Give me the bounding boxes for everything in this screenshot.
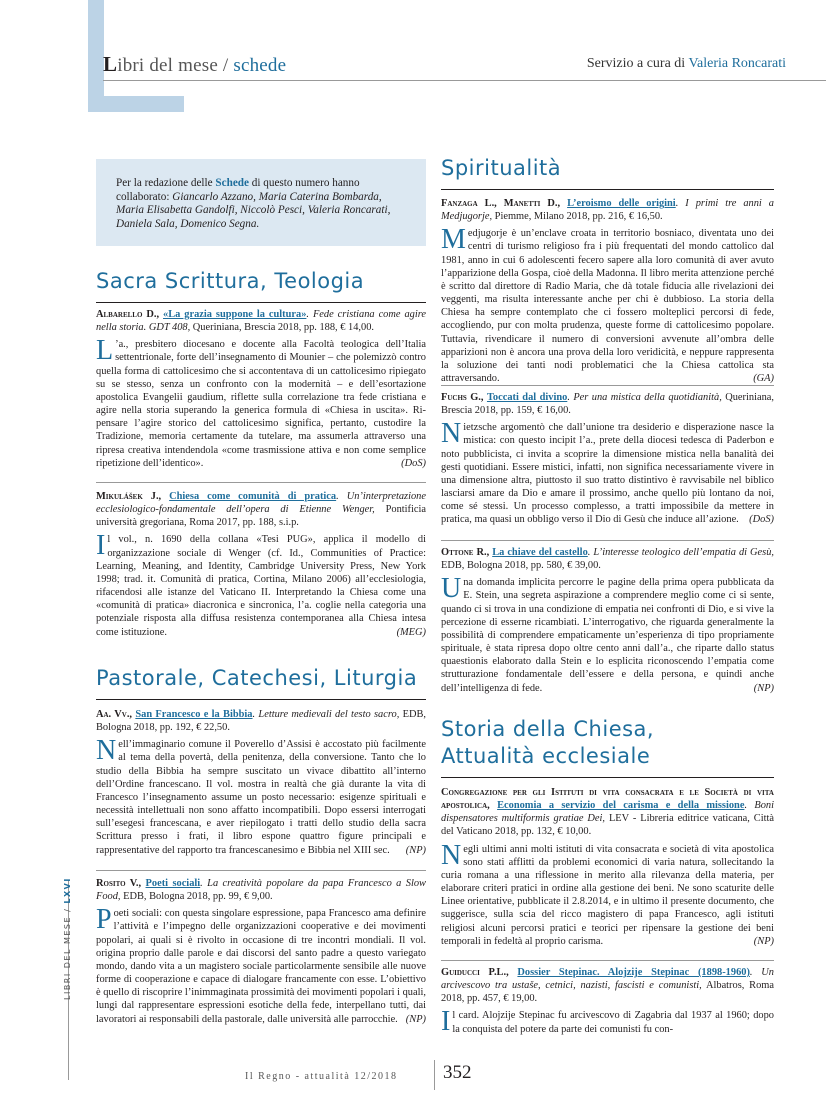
review-body: oeti sociali: con questa singolare espressione, papa Francesco ama definire l’attività e l’impegno delle organizzazioni cooperative e dei movimenti popolari, ai quali si è rivolto in occasione di tre incontri mondiali. Il vol. origina proprio dalle parole e dai discorsi del santo padre a questo variegato mondo, dando vita a un magistero sociale particolarmente sensibile alle nuove forme di cooperazione e capace di dialogare francamente con esse. L’obiettivo è quello di riscoprire l’inimmaginata prossimità dei movimenti popolari i quali, lungi dal rappresentare espressioni esotiche della fede, interpellano tutti, dai lavoratori ai responsabili della pastorale, dalle università alle parrocchie.: [96, 908, 426, 1025]
drop-cap: N: [441, 418, 462, 450]
drop-cap: N: [96, 735, 117, 767]
review-body: na domanda implicita percorre le pagine della prima opera pubblicata da E. Stein, una segreta aspirazione a comprendere meglio come ci si sente, quando ci si trova in una condizione di empatia nei confronti di Dio, e si vive la percezione di esserne ricambiati. L’interrogativo, che riguarda generalmente la possibilità di comprendere empaticamente un’esperienza di tipo propriamente spirituale, è stata ripresa dopo oltre cento anni dall’a., che riparte dallo status quaestionis elaborato dalla Stein e lo esplicita riconoscendo l’empatia come strutturazione fondamentale dell’essere e della persona, e quindi anche dell’intelligenza di fede.: [441, 577, 774, 694]
review-body: ell’immaginario comune il Poverello d’Assisi è accostato più facilmente al tema della povertà, della penitenza, della conversione. Tanto che lo studio della Bibbia ha sempre suscitato un vivace dibattito all’interno dell’Ordine francescano. Il vol. mostra in realtà che già durante la vita di Francesco l’insegnamento assume un posto necessario: esigenze spirituali e necessità intellettuali non sono affatto incompatibili. Dopo essersi interrogati sull’esegesi francescana, e aver riepilogato i tratti dello studio della sacra Scrittura presso i frati, il libro espone quattro figure principali e rappresentative del rapporto tra francescanesimo e Bibbia nel XIII sec.: [96, 739, 426, 856]
review-subtitle: . L’interesse teologico dell’empatia di Gesù,: [587, 547, 774, 558]
section-title-separator: /: [217, 55, 234, 76]
review-body: l card. Alojzije Stepinac fu arcivescovo di Zagabria dal 1937 al 1960; dopo la conquista del potere da parte dei comunisti fu con-: [452, 1010, 774, 1035]
drop-cap: I: [96, 530, 106, 562]
review-initials: (GA): [753, 373, 774, 385]
review-initials: (DoS): [749, 514, 774, 526]
heading-rule: [96, 699, 426, 700]
section-subtitle: schede: [233, 55, 287, 76]
section-title-initial: L: [103, 52, 118, 76]
review-congregazione: [441, 786, 774, 948]
heading-rule: [96, 302, 426, 303]
curator-name: Valeria Roncarati: [688, 56, 786, 71]
heading-storia-line2: Attualità ecclesiale: [441, 744, 651, 768]
infobox-schede: Schede: [215, 177, 249, 189]
review-author: Congregazione per gli Istituti di vita consacrata e le Società di vita apostolica,: [441, 787, 774, 812]
review-fanzaga: [441, 197, 774, 385]
review-author: Guiducci P.L.,: [441, 967, 509, 978]
review-albarello: [96, 308, 426, 470]
page-number: 352: [443, 1062, 472, 1083]
heading-spiritualita: Spiritualità: [441, 156, 562, 180]
review-publication: EDB, Bologna 2018, pp. 580, € 39,00.: [441, 560, 601, 572]
review-initials: (NP): [753, 935, 774, 947]
review-publication: Queriniana, Brescia 2018, pp. 159, € 16,00.: [441, 392, 774, 417]
review-initials: (DoS): [401, 457, 426, 469]
review-author: Aa. Vv.,: [96, 709, 133, 720]
review-subtitle: . Fede cristiana come agire nella storia. GDT 408,: [96, 309, 426, 334]
review-title[interactable]: Economia a servizio del carisma e della missione: [497, 800, 745, 812]
footer-divider: [434, 1060, 435, 1090]
review-subtitle: . Un’interpretazione ecclesiologico-fondamentale dell’opera di Etienne Wenger,: [96, 491, 426, 516]
review-title[interactable]: L’eroismo delle origini: [567, 198, 676, 209]
review-body: ietzsche argomentò che dall’unione tra desiderio e disperazione nasce la mistica: con questo incipit l’a., prete della diocesi tedesca di Paderbon e noto pubblicista, ci invita a scoprire la dimensione mistica nella banalità dei gesti quotidiani. Essere mistici, infatti, non significa necessariamente vivere in una dimensione altra, piuttosto il suo tratto distintivo è ravvisabile nel biblico lasciarsi amare da Dio e amare il prossimo, anche quello più lontano da noi, come sé stessi. Un processo complesso, a tratti impossibile da mettere in pratica, ma quasi un obbligo verso il Dio di Gesù che induce all’azione.: [441, 422, 774, 526]
review-mikulasek: [96, 490, 426, 639]
review-subtitle: . Per una mistica della quotidianità,: [567, 392, 722, 403]
review-subtitle: . La creatività popolare da papa Francesco a Slow Food,: [96, 878, 426, 903]
review-divider: [441, 540, 774, 541]
drop-cap: L: [96, 335, 114, 367]
review-initials: (NP): [405, 1013, 426, 1025]
review-divider: [96, 482, 426, 483]
review-aavv: [96, 708, 426, 857]
side-volume: LXVI: [63, 877, 72, 904]
review-subtitle: . Letture medievali del testo sacro,: [252, 709, 400, 720]
review-title[interactable]: «La grazia suppone la cultura»: [163, 309, 307, 320]
review-title[interactable]: Dossier Stepinac. Alojzije Stepinac (1898-1960): [517, 967, 750, 978]
infobox-names: Giancarlo Azzano, Maria Caterina Bombarda, Maria Elisabetta Gandolfi, Niccolò Pesci, Valeria Roncarati, Daniela Sala, Domenico Segna.: [116, 190, 391, 230]
header-divider: [103, 80, 826, 81]
review-body: l vol., n. 1690 della collana «Tesi PUG», applica il modello di organizzazione sociale di Wenger (cf. Id., Communities of Practice: Learning, Meaning, and Identity, Cambridge University Press, New York 1998; trad. it. Comunità di pratica, Cortina, Milano 2006) all’ecclesiologia, rifacendosi alle istanze del Vaticano II. Interpretando la Chiesa come una «comunità di pratica» diacronica e sincronica, l’a. coglie nella categoria una potenziale risposta alla diffusa resistenza contemporanea alla Chiesa intesa come istituzione.: [96, 534, 426, 638]
infobox-text-pre: Per la redazione delle: [116, 177, 216, 189]
review-author: Fanzaga L., Manetti D.,: [441, 198, 561, 209]
review-body: ’a., presbitero diocesano e docente alla Facoltà teologica dell’Italia settentrionale, forte dell’insegnamento di Mounier – che polemizzò contro quella forma di cattolicesimo che si accontentava di un cattolicesimo ripiegato su se stesso, senza un confronto con la modernità – e dell’esortazione apostolica Evangelii gaudium, riflette sulla correlazione tra fede cristiana e agire nella storia superando la generica formula di «Chiesa in uscita». Ri-pensare l’agire storico del cattolicesimo significa, pertanto, custodire la Tradizione, memoria certamente da tutelare, ma assumerla attraverso una ripresa creativa intendendola «come trasmissione attiva e non come semplice ripetizione dell’identico».: [96, 339, 426, 469]
review-title[interactable]: Poeti sociali: [145, 878, 201, 889]
review-subtitle: . I primi tre anni a Medjugorje,: [441, 198, 774, 223]
review-title[interactable]: Chiesa come comunità di pratica: [169, 491, 337, 502]
side-label-text: LIBRI DEL MESE /: [63, 903, 72, 1000]
review-ottone: [441, 546, 774, 695]
review-title[interactable]: La chiave del castello: [492, 547, 588, 558]
review-title[interactable]: San Francesco e la Bibbia: [135, 709, 253, 720]
review-initials: (NP): [753, 682, 774, 694]
drop-cap: P: [96, 904, 112, 936]
review-publication: EDB, Bologna 2018, pp. 99, € 9,00.: [120, 891, 273, 903]
review-author: Mikulášek J.,: [96, 491, 162, 502]
contributors-box: [96, 159, 426, 246]
review-rosito: [96, 877, 426, 1026]
review-initials: (MEG): [396, 626, 426, 638]
curator-prefix: Servizio a cura di: [586, 56, 689, 71]
infobox-text-mid: di questo numero hanno collaborato:: [116, 177, 360, 203]
review-body: edjugorje è un’enclave croata in territorio bosniaco, diventata uno dei centri di turismo religioso fra i più frequentati del mondo cattolico dal 1981, anno in cui 6 adolescenti fecero sapere alla loro comunità di aver avuto l’apparizione della Gospa, cioè della Madonna. Il libro merita attenzione perché è scritto dal direttore di Radio Maria, che dà totale fiducia alle rivelazioni dei veggenti, ma risulta interessante anche per chi è dubbioso. La storia della Chiesa ha sempre contemplato che ci fossero molteplici percorsi di fede, accogliendo, pur con molta prudenza, queste forme di cattolicesimo popolare. Tuttavia, rivendicare il numero di conversioni avvenute all’ombra delle apparizioni non è ancora una prova della loro veridicità, e neppure rappresenta la soluzione dei tanti nodi problematici che la Chiesa cattolica sta attraversando.: [441, 228, 774, 385]
review-body: egli ultimi anni molti istituti di vita consacrata e società di vita apostolica sono stati afflitti da problemi economici di varia natura, sollecitando la curia romana a una riflessione in merito alla rilevanza della materia, per elaborare criteri pratici in ordine alla gestione dei beni. Ne sono scaturite delle Linee orientative, pubblicate il 2.8.2014, e in ultimo il presente documento, che suggerisce, sulla scia del ricco magistero di papa Francesco, agli istituti religiosi alcuni percorsi pratici e teorici per ripensare la gestione dei beni temporali in fedeltà al proprio carisma.: [441, 843, 774, 947]
heading-rule: [441, 189, 774, 190]
review-divider: [441, 960, 774, 961]
review-author: Fuchs G.,: [441, 392, 484, 403]
review-publication: Queriniana, Brescia 2018, pp. 188, € 14,00.: [190, 322, 375, 334]
review-fuchs: [441, 391, 774, 527]
review-author: Ottone R.,: [441, 547, 490, 558]
review-publication: Piemme, Milano 2018, pp. 216, € 16,50.: [492, 211, 663, 223]
review-subtitle: . Un arcivescovo tra ustaše, cetnici, nazisti, fascisti e comunisti,: [441, 967, 774, 992]
review-publication: EDB, Bologna 2018, pp. 192, € 22,50.: [96, 709, 426, 734]
review-author: Albarello D.,: [96, 309, 160, 320]
review-title[interactable]: Toccati dal divino: [486, 392, 568, 403]
review-initials: (NP): [405, 844, 426, 856]
drop-cap: N: [441, 839, 462, 871]
side-running-head: [63, 877, 72, 1000]
page-header: [0, 0, 826, 90]
review-author: Rosito V.,: [96, 878, 142, 889]
footer-publication: Il Regno - attualità 12/2018: [245, 1071, 398, 1082]
review-guiducci: [441, 966, 774, 1036]
review-publication: Albatros, Roma 2018, pp. 457, € 19,00.: [441, 980, 774, 1005]
heading-pastorale: Pastorale, Catechesi, Liturgia: [96, 666, 418, 690]
curator-credit: [587, 56, 786, 72]
drop-cap: U: [441, 573, 462, 605]
heading-sacra-scrittura: Sacra Scrittura, Teologia: [96, 269, 365, 293]
drop-cap: I: [441, 1006, 451, 1038]
review-divider: [441, 385, 774, 386]
heading-rule: [441, 777, 774, 778]
section-title-text: ibri del mese: [117, 55, 218, 76]
review-divider: [96, 870, 426, 871]
heading-storia-line1: Storia della Chiesa,: [441, 717, 655, 741]
drop-cap: M: [441, 224, 466, 256]
section-title: [103, 52, 286, 77]
review-subtitle: . Boni dispensatores multiformis gratiae Dei,: [441, 800, 774, 825]
review-publication: Pontificia università gregoriana, Roma 2017, pp. 188, s.i.p.: [96, 504, 426, 529]
review-publication: LEV - Libreria editrice vaticana, Città del Vaticano 2018, pp. 132, € 10,00.: [441, 813, 774, 838]
